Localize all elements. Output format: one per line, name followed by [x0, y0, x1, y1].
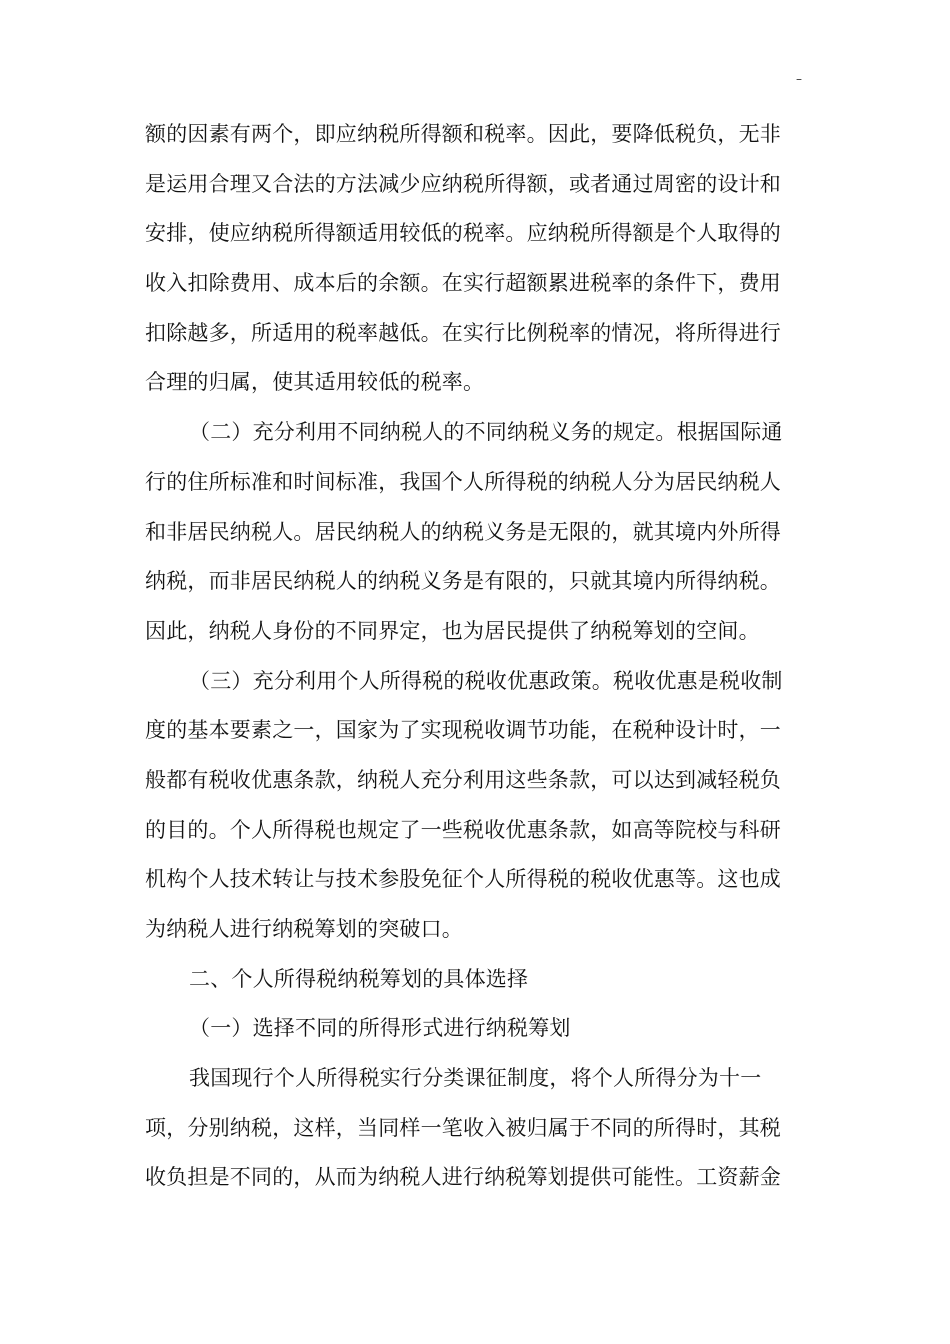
text-line: 项，分别纳税，这样，当同样一笔收入被归属于不同的所得时，其税 [145, 1115, 781, 1140]
text-line: 额的因素有两个，即应纳税所得额和税率。因此，要降低税负，无非 [145, 122, 781, 146]
paragraph-heading-3: （三）充分利用个人所得税的税收优惠政策。税收优惠是税收制 [189, 668, 783, 693]
text-line: 因此，纳税人身份的不同界定，也为居民提供了纳税筹划的空间。 [145, 618, 760, 643]
document-body [145, 110, 810, 1203]
text-line: 扣除越多，所适用的税率越低。在实行比例税率的情况，将所得进行 [145, 320, 781, 345]
text-line: 和非居民纳税人。居民纳税人的纳税义务是无限的，就其境内外所得 [145, 519, 781, 544]
text-line: 行的住所标准和时间标准，我国个人所得税的纳税人分为居民纳税人 [145, 469, 781, 494]
text-line: 纳税，而非居民纳税人的纳税义务是有限的，只就其境内所得纳税。 [145, 569, 781, 594]
paragraph-heading-2: （二）充分利用不同纳税人的不同纳税义务的规定。根据国际通 [189, 420, 783, 445]
text-line: 度的基本要素之一，国家为了实现税收调节功能，在税种设计时，一 [145, 718, 781, 743]
section-heading: 二、个人所得税纳税筹划的具体选择 [189, 966, 529, 991]
text-line: 机构个人技术转让与技术参股免征个人所得税的税收优惠等。这也成 [145, 867, 781, 892]
text-line: 的目的。个人所得税也规定了一些税收优惠条款，如高等院校与科研 [145, 817, 781, 842]
header-mark: – [796, 72, 802, 86]
text-line: 为纳税人进行纳税筹划的突破口。 [145, 917, 463, 941]
text-line: 收负担是不同的，从而为纳税人进行纳税筹划提供可能性。工资薪金 [145, 1165, 781, 1190]
text-line: 是运用合理又合法的方法减少应纳税所得额，或者通过周密的设计和 [145, 171, 781, 196]
text-line: 般都有税收优惠条款，纳税人充分利用这些条款，可以达到减轻税负 [145, 767, 781, 792]
text-line: 收入扣除费用、成本后的余额。在实行超额累进税率的条件下，费用 [145, 271, 781, 296]
text-line: 合理的归属，使其适用较低的税率。 [145, 370, 485, 395]
text-line: 安排，使应纳税所得额适用较低的税率。应纳税所得额是个人取得的 [145, 221, 781, 246]
text-line: 我国现行个人所得税实行分类课征制度，将个人所得分为十一 [189, 1066, 762, 1091]
subsection-heading: （一）选择不同的所得形式进行纳税筹划 [189, 1016, 571, 1041]
